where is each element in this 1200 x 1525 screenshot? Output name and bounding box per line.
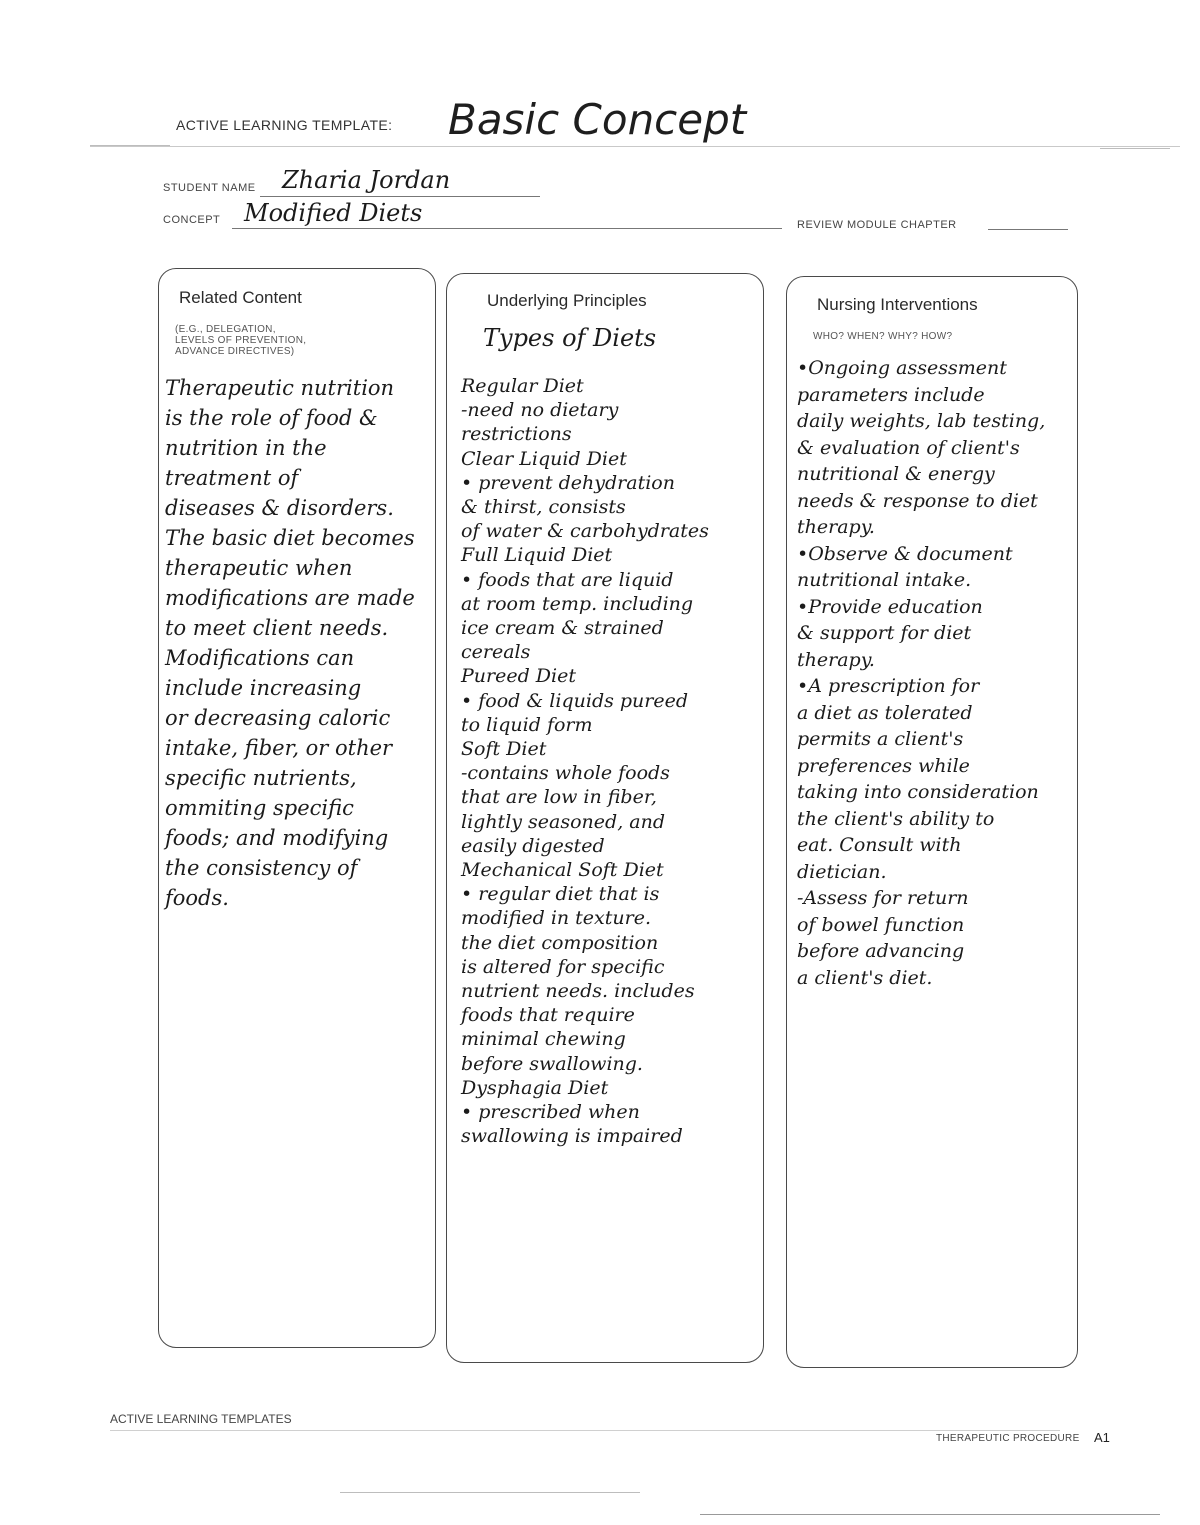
underlying-principles-notes[interactable]: Regular Diet -need no dietary restrictions Clear Liquid Diet • prevent dehydration & thirst, consists of water & carbohydrates Full Liquid Diet • foods that are liquid at room temp. including ice cream & strained cereals Pureed Diet • food & liquids pureed to liquid form Soft Diet -contains whole foods that are low in fiber, lightly seasoned, and easily digested Mechanical Soft Diet • regular diet that is modified in texture. the diet composition is altered for specific nutrient needs. includes foods that require minimal chewing before swallowing. Dysphagia Diet • prescribed when swallowing is impaired	[461, 375, 709, 1148]
footer-divider	[110, 1430, 1060, 1431]
scan-artifact	[1100, 148, 1170, 149]
header-divider	[90, 146, 1180, 147]
student-name-underline	[260, 196, 540, 197]
template-label: ACTIVE LEARNING TEMPLATE:	[176, 117, 393, 133]
footer-left-label: ACTIVE LEARNING TEMPLATES	[110, 1412, 292, 1426]
underlying-principles-title: Underlying Principles	[487, 291, 647, 310]
nursing-interventions-title: Nursing Interventions	[817, 295, 978, 314]
concept-underline	[232, 228, 782, 229]
related-content-panel	[158, 268, 436, 1348]
student-name-value[interactable]: Zharia Jordan	[282, 166, 451, 194]
related-content-notes[interactable]: Therapeutic nutrition is the role of food & nutrition in the treatment of diseases & disorders. The basic diet becomes therapeutic when modifications are made to meet client needs. Modifications can include increasing or decreasing caloric intake, fiber, or other specific nutrients, ommiting specific foods; and modifying the consistency of foods.	[165, 376, 415, 910]
nursing-interventions-panel	[786, 276, 1078, 1368]
page-number: A1	[1094, 1430, 1110, 1445]
concept-value[interactable]: Modified Diets	[244, 199, 423, 227]
related-content-subtitle: (E.G., DELEGATION, LEVELS OF PREVENTION, ADVANCE DIRECTIVES)	[175, 324, 307, 357]
page-title: Basic Concept	[448, 95, 747, 144]
review-module-chapter-underline[interactable]	[988, 229, 1068, 230]
nursing-interventions-subtitle: WHO? WHEN? WHY? HOW?	[813, 331, 953, 342]
nursing-interventions-notes[interactable]: •Ongoing assessment parameters include daily weights, lab testing, & evaluation of client's nutritional & energy needs & response to diet therapy. •Observe & document nutritional intake. •Provide education & support for diet therapy. •A prescription for a diet as tolerated permits a client's preferences while taking into consideration the client's ability to eat. Consult with dietician. -Assess for return of bowel function before advancing a client's diet.	[797, 357, 1046, 989]
related-content-title: Related Content	[179, 288, 302, 307]
concept-label: CONCEPT	[163, 214, 221, 226]
underlying-principles-panel	[446, 273, 764, 1363]
review-module-chapter-label: REVIEW MODULE CHAPTER	[797, 219, 957, 231]
types-of-diets-heading: Types of Diets	[483, 324, 657, 352]
scan-artifact	[340, 1492, 640, 1493]
scan-artifact	[700, 1514, 1160, 1515]
footer-section-label: THERAPEUTIC PROCEDURE	[936, 1433, 1080, 1444]
student-name-label: STUDENT NAME	[163, 182, 256, 194]
